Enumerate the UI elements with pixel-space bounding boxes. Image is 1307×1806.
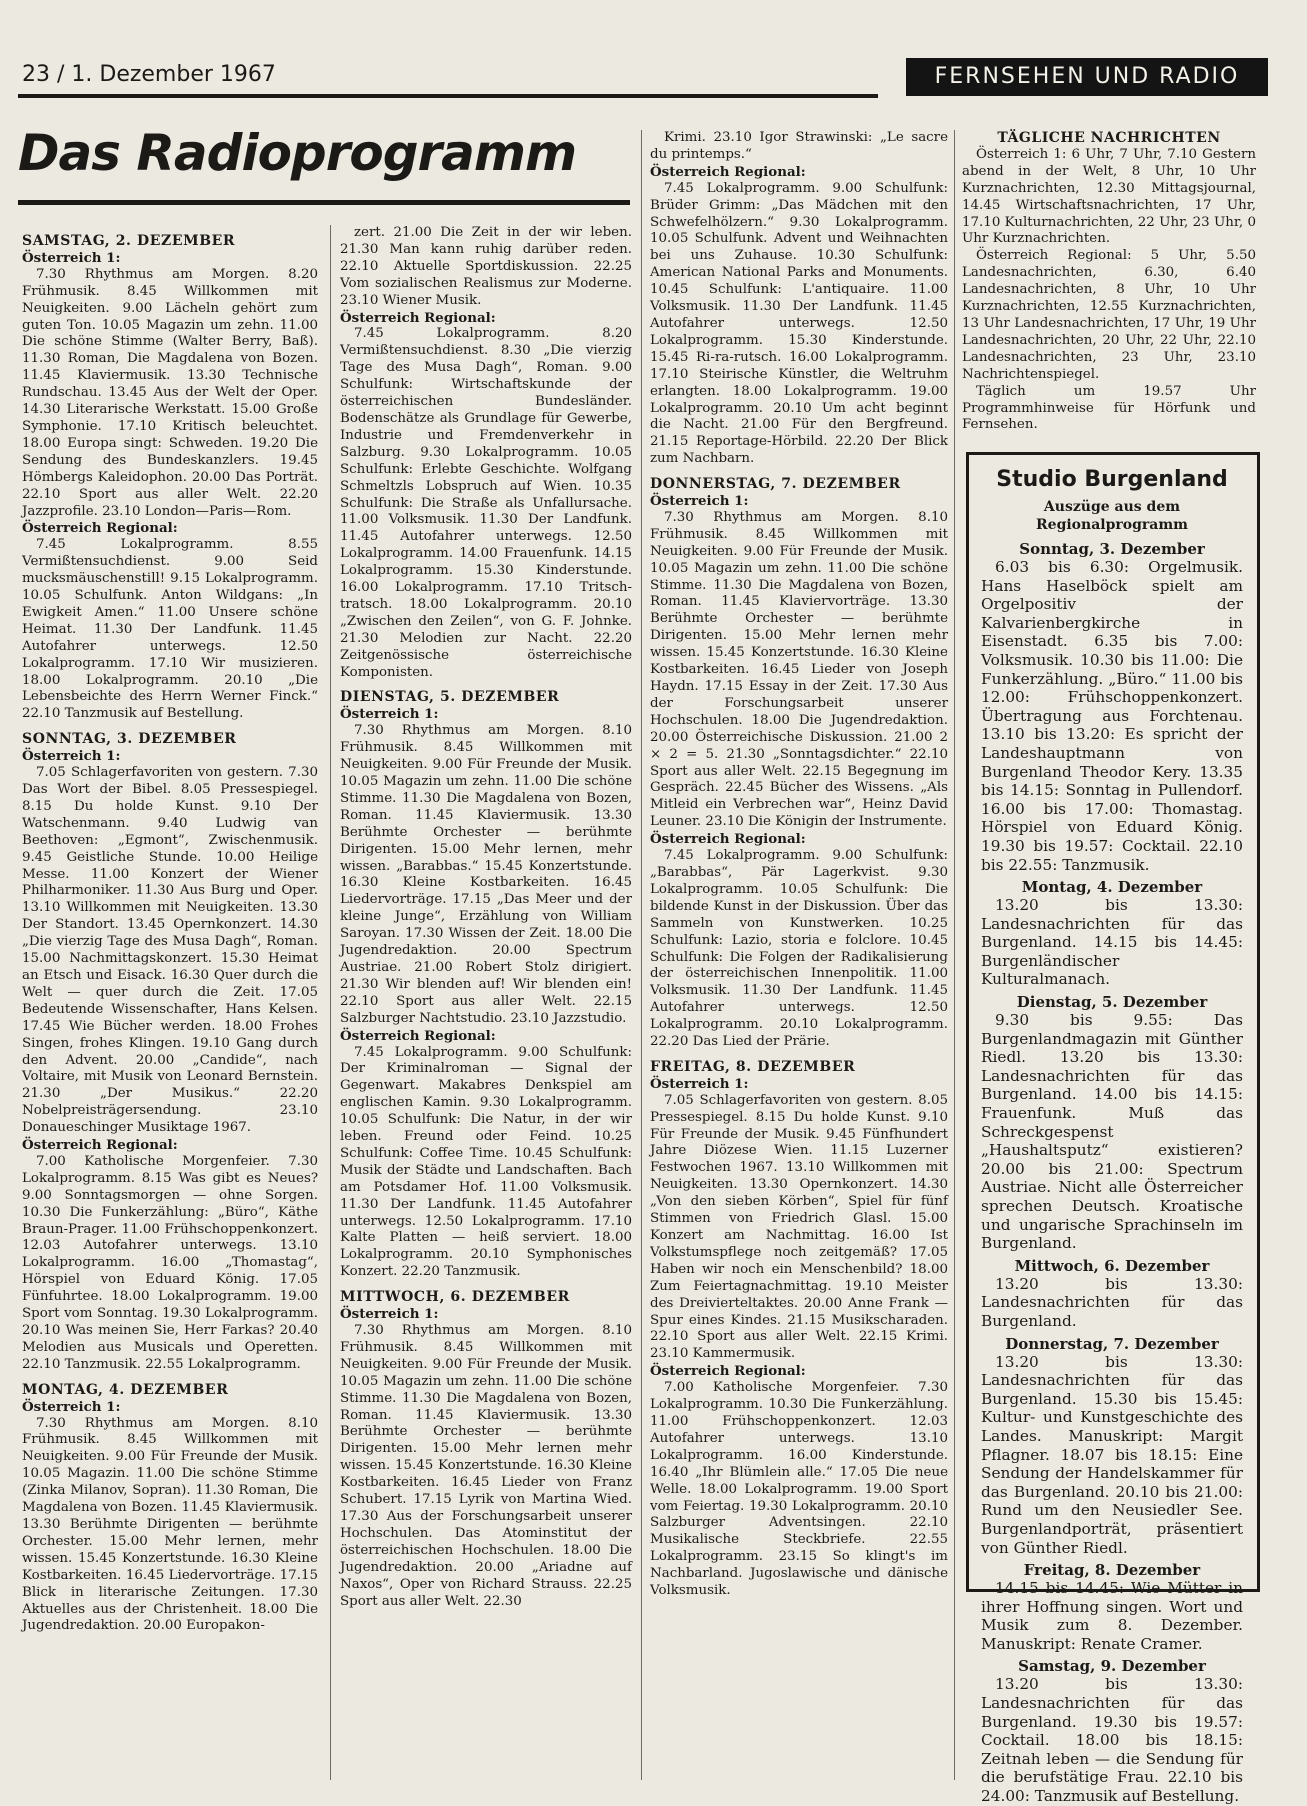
day-heading: Sonntag, 3. Dezember [1019,540,1205,558]
day-heading: MITTWOCH, 6. DEZEMBER [340,1289,570,1306]
station-heading: Österreich 1: [340,706,439,723]
station-heading: Österreich Regional: [22,520,178,537]
column-divider [330,225,331,1780]
station-heading: Österreich 1: [22,1398,121,1415]
daily-news-paragraph: Täglich um 19.57 Uhr Programmhinweise für Hörfunk und Fernsehen. [962,383,1256,433]
program-listing: 13.20 bis 13.30: Landesnachrichten für das Burgenland. [981,1274,1243,1330]
daily-news-heading: TÄGLICHE NACHRICHTEN [997,130,1221,146]
program-listing: 13.20 bis 13.30: Landesnachrichten für das Burgenland. 14.15 bis 14.45: Burgenländischer Kulturalmanach. [981,896,1243,989]
program-listing: 7.00 Katholische Morgenfeier. 7.30 Lokalprogramm. 10.30 Die Funkerzählung. 11.00 Frühschoppenkonzert. 12.03 Autofahrer unterwegs. 13.10 Lokalprogramm. 16.00 Kinderstunde. 16.40 „Ihr Blümlein alle.“ 17.05 Die neue Welle. 18.00 Lokalprogramm. 19.00 Sport vom Feiertag. 19.30 Lokalprogramm. 20.10 Salzburger Adventsingen. 22.10 Musikalische Steckbriefe. 22.55 Lokalprogramm. 23.15 So klingt's im Nachbarland. Jugoslawische und dänische Volksmusik. [650,1380,948,1599]
day-heading: Samstag, 9. Dezember [1018,1657,1206,1676]
program-listing: 7.05 Schlagerfavoriten von gestern. 8.05 Pressespiegel. 8.15 Du holde Kunst. 9.10 Für Freunde der Musik. 9.45 Fünfhundert Jahre Diözese Wien. 11.15 Luzerner Festwochen 1967. 13.10 Willkommen mit Neuigkeiten. 13.30 Opernkonzert. 14.30 „Von den sieben Körben“, Spiel für fünf Stimmen von Friedrich Glasl. 15.00 Konzert am Nachmittag. 16.00 Ist Volkstumspflege noch zeitgemäß? 17.05 Haben wir noch ein Menschenbild? 18.00 Zum Feiertagnachmittag. 19.10 Meister des Dreivierteltaktes. 20.00 Anne Frank — Spur eines Kindes. 21.15 Musikscharaden. 22.10 Sport aus aller Welt. 22.15 Krimi. 23.10 Kammermusik. [650,1092,948,1362]
station-heading: Österreich Regional: [22,1137,178,1154]
program-listing: 14.15 bis 14.45: Wie Mütter in ihrer Hoffnung singen. Wort und Musik zum 8. Dezember. Manuskript: Renate Cramer. [981,1579,1243,1653]
daily-news-paragraph: Österreich 1: 6 Uhr, 7 Uhr, 7.10 Gestern abend in der Welt, 8 Uhr, 10 Uhr Kurznachrichten, 12.30 Mittagsjournal, 14.45 Wirtschaftsnachrichten, 17 Uhr, 17.10 Kulturnachrichten, 22 Uhr, 23 Uhr, 0 Uhr Kurznachrichten. [962,146,1256,247]
day-heading: Donnerstag, 7. Dezember [1005,1334,1219,1353]
daily-news-paragraph: Österreich Regional: 5 Uhr, 5.50 Landesnachrichten, 6.30, 6.40 Landesnachrichten, 8 Uhr, 10 Uhr Kurznachrichten, 12.55 Kurznachrichten, 13 Uhr Landesnachrichten, 17 Uhr, 19 Uhr Landesnachrichten, 20 Uhr, 22 Uhr, 22.10 Landesnachrichten, 23 Uhr, 23.10 Nachrichtenspiegel. [962,248,1256,382]
header-rule [18,94,878,98]
station-heading: Österreich 1: [22,748,121,765]
station-heading: Österreich 1: [22,249,121,266]
column-divider [954,130,955,1780]
station-heading: Österreich Regional: [650,831,806,848]
program-listing: 7.45 Lokalprogramm. 8.55 Vermißtensuchdienst. 9.00 Seid mucksmäuschenstill! 9.15 Lokalprogramm. 10.05 Schulfunk. Anton Wildgans: „In Ewigkeit Amen.“ 11.00 Unsere schöne Heimat. 11.30 Der Landfunk. 11.45 Autofahrer unterwegs. 12.50 Lokalprogramm. 17.10 Wir musizieren. 18.00 Lokalprogramm. 20.10 „Die Lebensbeichte des Herrn Werner Finck.“ 22.10 Tanzmusik auf Bestellung. [22,537,318,722]
day-heading: Freitag, 8. Dezember [1023,1561,1201,1580]
station-heading: Österreich Regional: [650,1363,806,1380]
station-heading: Österreich Regional: [340,309,496,326]
studio-burgenland-box [966,452,1260,1806]
program-listing: 7.00 Katholische Morgenfeier. 7.30 Lokalprogramm. 8.15 Was gibt es Neues? 9.00 Sonntagsmorgen — ohne Sorgen. 10.30 Die Funkerzählung: „Büro“, Käthe Braun-Prager. 11.00 Frühschoppenkonzert. 12.03 Autofahrer unterwegs. 13.10 Lokalprogramm. 16.00 „Thomastag“, Hörspiel von Eduard König. 17.05 Fünfuhrtee. 18.00 Lokalprogramm. 19.00 Sport vom Sonntag. 19.30 Lokalprogramm. 20.10 Was meinen Sie, Herr Farkas? 20.40 Melodien aus Musicals und Operetten. 22.10 Tanzmusik. 22.55 Lokalprogramm. [22,1153,318,1372]
studio-list [981,540,1243,1806]
station-heading: Österreich Regional: [340,1027,496,1044]
day-heading: Montag, 4. Dezember [1021,878,1203,897]
day-heading: DONNERSTAG, 7. DEZEMBER [650,476,901,493]
day-heading: FREITAG, 8. DEZEMBER [650,1058,856,1075]
day-heading: MONTAG, 4. DEZEMBER [22,1381,229,1398]
program-listing: 7.30 Rhythmus am Morgen. 8.10 Frühmusik. 8.45 Willkommen mit Neuigkeiten. 9.00 Für Freunde der Musik. 10.05 Magazin um zehn. 11.00 Die schöne Stimme. 11.30 Die Magdalena von Bozen, Roman. 11.45 Klaviervorträge. 13.30 Berühmte Orchester — berühmte Dirigenten. 15.00 Mehr lernen mehr wissen. 15.45 Konzertstunde. 16.30 Kleine Kostbarkeiten. 16.45 Lieder von Joseph Haydn. 17.15 Essay in der Zeit. 17.30 Aus der Forschungsarbeit unserer Hochschulen. 18.00 Die Jugendredaktion. 20.00 Österreichische Diskussion. 21.00 2 × 2 = 5. 21.30 „Sonntagsdichter.“ 22.10 Sport aus aller Welt. 22.15 Begegnung im Gespräch. 22.45 Bücher des Wissens. „Als Mitleid ein Verbrechen war“, Heinz David Leuner. 23.10 Die Königin der Instrumente. [650,509,948,830]
program-listing: 13.20 bis 13.30: Landesnachrichten für das Burgenland. 19.30 bis 19.57: Cocktail. 18.00 bis 18.15: Zeitnah leben — die Sendung für die berufstätige Frau. 22.10 bis 24.00: Tanzmusik auf Bestellung. [981,1675,1243,1806]
day-heading: SONNTAG, 3. DEZEMBER [22,731,237,748]
day-heading: Dienstag, 5. Dezember [1016,993,1208,1012]
title-rule [18,200,630,205]
station-heading: Österreich 1: [650,493,749,510]
page-number-date: 23 / 1. Dezember 1967 [22,62,276,87]
column-3 [650,130,948,1600]
column-2 [340,225,632,1610]
day-heading: DIENSTAG, 5. DEZEMBER [340,689,560,706]
program-listing: 7.30 Rhythmus am Morgen. 8.20 Frühmusik. 8.45 Willkommen mit Neuigkeiten. 9.00 Lächeln gehört zum guten Ton. 10.05 Magazin um zehn. 11.00 Die schöne Stimme (Walter Berry, Baß). 11.30 Roman, Die Magdalena von Bozen. 11.45 Klaviermusik. 13.30 Technische Rundschau. 13.45 Aus der Welt der Oper. 14.30 Literarische Werkstatt. 15.00 Große Symphonie. 17.10 Kritisch beleuchtet. 18.00 Europa singt: Schweden. 19.20 Die Sendung des Bundeskanzlers. 19.45 Hömbergs Kaleidophon. 20.00 Das Porträt. 22.10 Sport aus aller Welt. 22.20 Jazzprofile. 23.10 London—Paris—Rom. [22,266,318,519]
program-listing: 7.45 Lokalprogramm. 9.00 Schulfunk: Der Kriminalroman — Signal der Gegenwart. Makabres Denkspiel am englischen Kamin. 9.30 Lokalprogramm. 10.05 Schulfunk: Die Natur, in der wir leben. Freund oder Feind. 10.25 Schulfunk: Coffee Time. 10.45 Schulfunk: Musik der Städte und Landschaften. Bach am Potsdamer Hof. 11.00 Volksmusik. 11.30 Der Landfunk. 11.45 Autofahrer unterwegs. 12.50 Lokalprogramm. 17.10 Kalte Platten — heiß serviert. 18.00 Lokalprogramm. 20.10 Symphonisches Konzert. 22.20 Tanzmusik. [340,1044,632,1280]
column-divider [641,130,642,1780]
section-label: FERNSEHEN UND RADIO [906,58,1268,96]
column-1 [22,225,318,1635]
day-heading: SAMSTAG, 2. DEZEMBER [22,233,236,249]
program-listing: 9.30 bis 9.55: Das Burgenlandmagazin mit Günther Riedl. 13.20 bis 13.30: Landesnachrichten für das Burgenland. 14.00 bis 14.15: Frauenfunk. Muß das Schreckgespenst „Haushaltsputz“ existieren? 20.00 bis 21.00: Spectrum Austriae. Nicht alle Österreicher sprechen Deutsch. Kroatische und ungarische Sprachinseln im Burgenland. [981,1011,1243,1253]
program-listing: 7.30 Rhythmus am Morgen. 8.10 Frühmusik. 8.45 Willkommen mit Neuigkeiten. 9.00 Für Freunde der Musik. 10.05 Magazin um zehn. 11.00 Die schöne Stimme. 11.30 Die Magdalena von Bozen, Roman. 11.45 Klaviermusik. 13.30 Berühmte Orchester — berühmte Dirigenten. 15.00 Mehr lernen mehr wissen. 15.45 Konzertstunde. 16.30 Kleine Kostbarkeiten. 16.45 Lieder von Franz Schubert. 17.15 Lyrik von Martina Wied. 17.30 Aus der Forschungsarbeit unserer Hochschulen. Das Atominstitut der österreichischen Hochschulen. 18.00 Die Jugendredaktion. 20.00 „Ariadne auf Naxos“, Oper von Richard Strauss. 22.25 Sport aus aller Welt. 22.30 [340,1323,632,1609]
program-listing: 7.45 Lokalprogramm. 9.00 Schulfunk: „Barabbas“, Pär Lagerkvist. 9.30 Lokalprogramm. 10.05 Schulfunk: Die bildende Kunst in der Diskussion. Über das Sammeln von Kunstwerken. 10.25 Schulfunk: Lazio, storia e folclore. 10.45 Schulfunk: Die Folgen der Radikalisierung der österreichischen Innenpolitik. 11.00 Volksmusik. 11.30 Der Landfunk. 11.45 Autofahrer unterwegs. 12.50 Lokalprogramm. 20.10 Lokalprogramm. 22.20 Das Lied der Prärie. [650,848,948,1050]
program-listing: 7.30 Rhythmus am Morgen. 8.10 Frühmusik. 8.45 Willkommen mit Neuigkeiten. 9.00 Für Freunde der Musik. 10.05 Magazin. 11.00 Die schöne Stimme (Zinka Milanov, Sopran). 11.30 Roman, Die Magdalena von Bozen. 11.45 Klaviermusik. 13.30 Berühmte Dirigenten — berühmte Orchester. 15.00 Mehr lernen, mehr wissen. 15.45 Konzertstunde. 16.30 Kleine Kostbarkeiten. 16.45 Liedervorträge. 17.15 Blick in literarische Zeitungen. 17.30 Aktuelles aus der Christenheit. 18.00 Die Jugendredaktion. 20.00 Europakon- [22,1415,318,1634]
program-listing: 6.03 bis 6.30: Orgelmusik. Hans Haselböck spielt am Orgelpositiv der Kalvarienbergkirche in Eisenstadt. 6.35 bis 7.00: Volksmusik. 10.30 bis 11.00: Die Funkerzählung. „Büro.“ 11.00 bis 12.00: Frühschoppenkonzert. Übertragung aus Forchtenau. 13.10 bis 13.20: Es spricht der Landeshauptmann von Burgenland Theodor Kery. 13.35 bis 14.15: Sonntag in Pullendorf. 16.00 bis 17.00: Thomastag. Hörspiel von Eduard König. 19.30 bis 19.57: Cocktail. 22.10 bis 22.55: Tanzmusik. [981,558,1243,874]
program-listing: 7.30 Rhythmus am Morgen. 8.10 Frühmusik. 8.45 Willkommen mit Neuigkeiten. 9.00 Für Freunde der Musik. 10.05 Magazin um zehn. 11.00 Die schöne Stimme. 11.30 Die Magdalena von Bozen, Roman. 11.45 Klaviermusik. 13.30 Berühmte Orchester — berühmte Dirigenten. 15.00 Mehr lernen, mehr wissen. „Barabbas.“ 15.45 Konzertstunde. 16.30 Kleine Kostbarkeiten. 16.45 Liedervorträge. 17.15 „Das Meer und der kleine Junge“, Erzählung von William Saroyan. 17.30 Wissen der Zeit. 18.00 Die Jugendredaktion. 20.00 Spectrum Austriae. 21.00 Robert Stolz dirigiert. 21.30 Wir blenden auf! Wir blenden ein! 22.10 Sport aus aller Welt. 22.15 Salzburger Nachtstudio. 23.10 Jazzstudio. [340,723,632,1026]
studio-subtitle: Auszüge aus dem Regionalprogramm [1036,499,1188,533]
daily-news [962,130,1256,434]
station-heading: Österreich Regional: [650,163,806,180]
program-listing: zert. 21.00 Die Zeit in der wir leben. 21.30 Man kann ruhig darüber reden. 22.10 Aktuelle Sportdiskussion. 22.25 Vom sozialischen Realismus zur Moderne. 23.10 Wiener Musik. [340,225,632,308]
program-listing: 7.45 Lokalprogramm. 8.20 Vermißtensuchdienst. 8.30 „Die vierzig Tage des Musa Dagh“, Roman. 9.00 Schulfunk: Wirtschaftskunde der österreichischen Bundesländer. Bodenschätze als Grundlage für Gewerbe, Industrie und Fremdenverkehr in Salzburg. 9.30 Lokalprogramm. 10.05 Schulfunk: Erlebte Geschichte. Wolfgang Schmeltzls Lobspruch auf Wien. 10.35 Schulfunk: Die Straße als Unfallursache. 11.00 Volksmusik. 11.30 Der Landfunk. 11.45 Autofahrer unterwegs. 12.50 Lokalprogramm. 14.00 Frauenfunk. 14.15 Lokalprogramm. 15.30 Kinderstunde. 16.00 Lokalprogramm. 17.10 Tritsch-tratsch. 18.00 Lokalprogramm. 20.10 „Zwischen den Zeilen“, von G. F. Johnke. 21.30 Melodien zur Nacht. 22.20 Zeitgenössische österreichische Komponisten. [340,326,632,680]
station-heading: Österreich 1: [340,1306,439,1323]
program-listing: 7.45 Lokalprogramm. 9.00 Schulfunk: Brüder Grimm: „Das Mädchen mit den Schwefelhölzern.“ 9.30 Lokalprogramm. 10.05 Schulfunk. Advent und Weihnachten bei uns Zuhause. 10.30 Schulfunk: American National Parks and Monuments. 10.45 Schulfunk: L'antiquaire. 11.00 Volksmusik. 11.30 Der Landfunk. 11.45 Autofahrer unterwegs. 12.50 Lokalprogramm. 15.30 Kinderstunde. 15.45 Ri-ra-rutsch. 16.00 Lokalprogramm. 17.10 Steirische Künstler, die Weltruhm erlangten. 18.00 Lokalprogramm. 19.00 Lokalprogramm. 20.10 Um acht beginnt die Nacht. 21.00 Für den Bergfreund. 21.15 Reportage-Hörbild. 22.20 Der Blick zum Nachbarn. [650,180,948,467]
page-title: Das Radioprogramm [18,124,577,182]
page-header [18,58,1258,98]
program-listing: Krimi. 23.10 Igor Strawinski: „Le sacre du printemps.“ [650,130,948,162]
station-heading: Österreich 1: [650,1075,749,1092]
studio-title: Studio Burgenland [996,467,1228,492]
program-listing: 13.20 bis 13.30: Landesnachrichten für das Burgenland. 15.30 bis 15.45: Kultur- und Kunstgeschichte des Landes. Manuskript: Margit Pflagner. 18.07 bis 18.15: Eine Sendung der Handelskammer für das Burgenland. 20.10 bis 21.00: Rund um den Neusiedler See. Burgenlandporträt, präsentiert von Günther Riedl. [981,1352,1243,1557]
program-listing: 7.05 Schlagerfavoriten von gestern. 7.30 Das Wort der Bibel. 8.05 Pressespiegel. 8.15 Du holde Kunst. 9.10 Der Watschenmann. 9.40 Ludwig van Beethoven: „Egmont“, Zwischenmusik. 9.45 Geistliche Stunde. 10.00 Heilige Messe. 11.00 Konzert der Wiener Philharmoniker. 11.30 Aus Burg und Oper. 13.10 Willkommen mit Neuigkeiten. 13.30 Der Standort. 13.45 Opernkonzert. 14.30 „Die vierzig Tage des Musa Dagh“, Roman. 15.00 Nachmittagskonzert. 15.30 Heimat an Etsch und Eisack. 16.30 Quer durch die Welt — quer durch die Zeit. 17.05 Bedeutende Wissenschafter, Hans Kelsen. 17.45 Wie Bücher werden. 18.00 Frohes Singen, frohes Klingen. 19.10 Gang durch den Advent. 20.00 „Candide“, nach Voltaire, mit Musik von Leonard Bernstein. 21.30 „Der Musikus.“ 22.20 Nobelpreisträgersendung. 23.10 Donaueschinger Musiktage 1967. [22,765,318,1136]
day-heading: Mittwoch, 6. Dezember [1014,1256,1210,1275]
